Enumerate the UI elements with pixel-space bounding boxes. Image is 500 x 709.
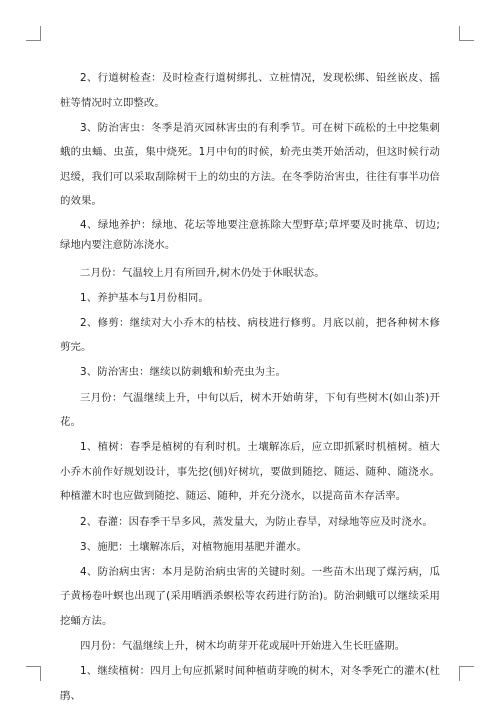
paragraph: 1、继续植树：四月上旬应抓紧时间种植萌芽晚的树木，对冬季死亡的灌木(杜鹃、	[60, 665, 440, 702]
paragraph: 4、绿地养护：绿地、花坛等地要注意拣除大型野草;草坪要及时挑草、切边;绿地内要注意防冻浇水。	[60, 218, 440, 251]
paragraph: 4、防治病虫害：本月是防治病虫害的关键时刻。一些苗木出现了煤污病，瓜子黄杨卷叶螟也出现了(采用晒洒杀螟松等农药进行防治)。防治刺蛾可以继续采用挖蛹方法。	[60, 565, 440, 627]
crop-mark-bottom-right	[459, 666, 474, 681]
paragraph: 2、春灌：因春季干旱多风，蒸发量大，为防止春旱，对绿地等应及时浇水。	[80, 515, 433, 528]
paragraph: 三月份：气温继续上升，中旬以后，树木开始萌芽，下旬有些树木(如山茶)开花。	[60, 391, 440, 429]
paragraph: 1、植树：春季是植树的有利时机。土壤解冻后，应立即抓紧时机植树。植大小乔木前作好规划设计，事先挖(刨)好树坑，要做到随挖、随运、随种、随浇水。种植灌木时也应做到随挖、随运、随种，并充分浇水，以提高苗木存活率。	[60, 441, 440, 503]
crop-mark-bottom-left	[26, 666, 41, 681]
crop-mark-top-left	[26, 26, 41, 41]
paragraph: 3、防治害虫：继续以防刺蛾和蚧壳虫为主。	[80, 366, 287, 379]
paragraph: 3、防治害虫：冬季是消灭园林害虫的有利季节。可在树下疏松的土中挖集刺蛾的虫蛹、虫茧，集中烧死。1月中旬的时候，蚧壳虫类开始活动，但这时候行动迟缓，我们可以采取刮除树干上的幼虫的方法。在冬季防治害虫，往往有事半功倍的效果。	[60, 121, 440, 208]
paragraph: 3、施肥：土壤解冻后，对植物施用基肥并灌水。	[80, 540, 308, 553]
paragraph: 2、行道树检查：及时检查行道树绑扎、立桩情况，发现松绑、铅丝嵌皮、摇桩等情况时立即整改。	[60, 72, 440, 109]
crop-mark-top-right	[459, 26, 474, 41]
document-body	[60, 66, 440, 709]
paragraph: 四月份：气温继续上升，树木均萌芽开花或展叶开始进入生长旺盛期。	[80, 639, 406, 652]
paragraph: 1、养护基本与1月份相同。	[80, 291, 209, 304]
paragraph: 2、修剪：继续对大小乔木的枯枝、病枝进行修剪。月底以前，把各种树木修剪完。	[60, 316, 440, 354]
paragraph: 二月份：气温较上月有所回升,树木仍处于休眠状态。	[80, 266, 325, 279]
